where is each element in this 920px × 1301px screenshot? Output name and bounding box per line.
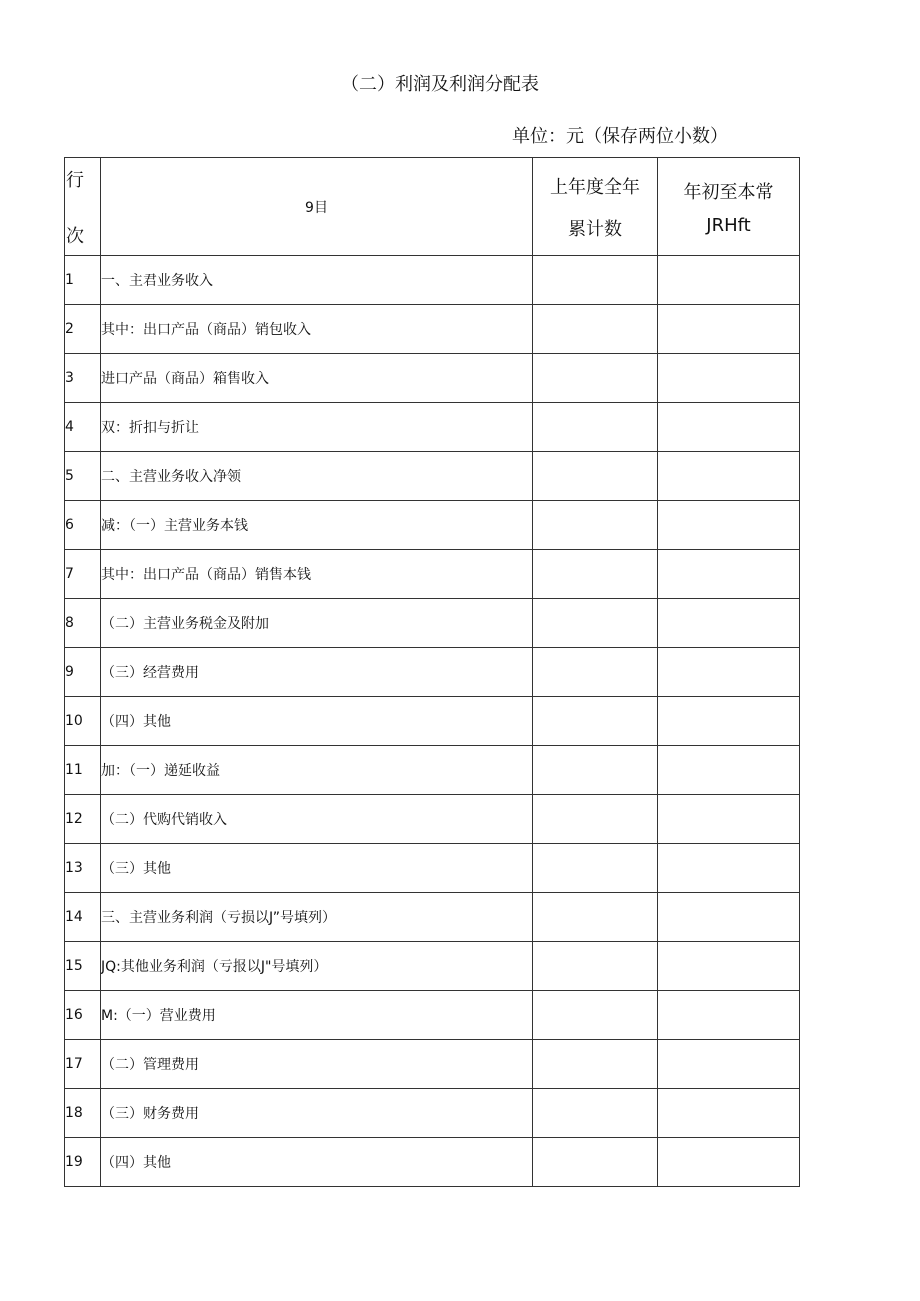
previous-year-cell[interactable]: [533, 991, 658, 1040]
table-row: [65, 942, 800, 991]
row-number: 14: [65, 893, 101, 942]
current-period-cell[interactable]: [658, 354, 800, 403]
previous-year-cell[interactable]: [533, 1040, 658, 1089]
current-period-cell[interactable]: [658, 501, 800, 550]
header-previous-year-line2: 累计数: [568, 218, 622, 240]
header-previous-year: [533, 158, 658, 256]
row-item: （四）其他: [101, 1138, 533, 1187]
row-item: 三、主营业务利润（亏损以J”号填列）: [101, 893, 533, 942]
row-number: 17: [65, 1040, 101, 1089]
previous-year-cell[interactable]: [533, 550, 658, 599]
table-row: [65, 697, 800, 746]
current-period-cell[interactable]: [658, 697, 800, 746]
table-row: [65, 599, 800, 648]
row-item: （四）其他: [101, 697, 533, 746]
current-period-cell[interactable]: [658, 256, 800, 305]
table-row: [65, 893, 800, 942]
row-number: 5: [65, 452, 101, 501]
current-period-cell[interactable]: [658, 942, 800, 991]
row-number: 11: [65, 746, 101, 795]
row-number: 7: [65, 550, 101, 599]
row-item: 进口产品（商品）箱售收入: [101, 354, 533, 403]
unit-note: 单位：元（保存两位小数）: [512, 126, 728, 147]
previous-year-cell[interactable]: [533, 501, 658, 550]
profit-distribution-table: [64, 157, 800, 1187]
row-item: 二、主营业务收入净领: [101, 452, 533, 501]
row-number: 19: [65, 1138, 101, 1187]
current-period-cell[interactable]: [658, 991, 800, 1040]
row-item: JQ:其他业务利润（亏报以J"号填列）: [101, 942, 533, 991]
header-item: 9目: [101, 158, 533, 256]
header-row-number: [65, 158, 101, 256]
row-item: 其中：出口产品（商品）销售本钱: [101, 550, 533, 599]
row-item: 其中：出口产品（商品）销包收入: [101, 305, 533, 354]
table-row: [65, 991, 800, 1040]
current-period-cell[interactable]: [658, 550, 800, 599]
row-number: 9: [65, 648, 101, 697]
current-period-cell[interactable]: [658, 648, 800, 697]
current-period-cell[interactable]: [658, 795, 800, 844]
row-number: 13: [65, 844, 101, 893]
header-current-period-line2: JRHft: [706, 214, 751, 236]
table-row: [65, 746, 800, 795]
previous-year-cell[interactable]: [533, 1089, 658, 1138]
current-period-cell[interactable]: [658, 1089, 800, 1138]
table-row: [65, 403, 800, 452]
table-row: [65, 354, 800, 403]
table-row: [65, 1089, 800, 1138]
row-number: 15: [65, 942, 101, 991]
current-period-cell[interactable]: [658, 746, 800, 795]
previous-year-cell[interactable]: [533, 256, 658, 305]
previous-year-cell[interactable]: [533, 599, 658, 648]
row-item: 双：折扣与折让: [101, 403, 533, 452]
row-number: 18: [65, 1089, 101, 1138]
current-period-cell[interactable]: [658, 1040, 800, 1089]
row-number: 2: [65, 305, 101, 354]
row-item: （二）主营业务税金及附加: [101, 599, 533, 648]
row-number: 6: [65, 501, 101, 550]
row-item: M:（一）营业费用: [101, 991, 533, 1040]
table-row: [65, 648, 800, 697]
table-row: [65, 550, 800, 599]
table-header-row: [65, 158, 800, 256]
current-period-cell[interactable]: [658, 452, 800, 501]
row-number: 4: [65, 403, 101, 452]
table-row: [65, 452, 800, 501]
header-row-number-line2: 次: [66, 225, 84, 247]
table-row: [65, 795, 800, 844]
header-current-period-line1: 年初至本常: [683, 181, 774, 203]
row-item: 加：（一）递延收益: [101, 746, 533, 795]
row-item: 减：（一）主营业务本钱: [101, 501, 533, 550]
header-row-number-line1: 行: [66, 169, 84, 191]
row-number: 10: [65, 697, 101, 746]
row-item: （三）其他: [101, 844, 533, 893]
row-item: （三）财务费用: [101, 1089, 533, 1138]
previous-year-cell[interactable]: [533, 403, 658, 452]
current-period-cell[interactable]: [658, 305, 800, 354]
previous-year-cell[interactable]: [533, 844, 658, 893]
header-previous-year-line1: 上年度全年: [550, 176, 640, 198]
previous-year-cell[interactable]: [533, 354, 658, 403]
header-current-period: [658, 158, 800, 256]
previous-year-cell[interactable]: [533, 942, 658, 991]
previous-year-cell[interactable]: [533, 697, 658, 746]
previous-year-cell[interactable]: [533, 893, 658, 942]
previous-year-cell[interactable]: [533, 746, 658, 795]
current-period-cell[interactable]: [658, 893, 800, 942]
page-title: （二）利润及利润分配表: [341, 74, 539, 95]
previous-year-cell[interactable]: [533, 1138, 658, 1187]
current-period-cell[interactable]: [658, 599, 800, 648]
table-row: [65, 501, 800, 550]
row-item: 一、主君业务收入: [101, 256, 533, 305]
previous-year-cell[interactable]: [533, 795, 658, 844]
current-period-cell[interactable]: [658, 1138, 800, 1187]
current-period-cell[interactable]: [658, 844, 800, 893]
row-item: （二）代购代销收入: [101, 795, 533, 844]
row-number: 3: [65, 354, 101, 403]
table-row: [65, 256, 800, 305]
current-period-cell[interactable]: [658, 403, 800, 452]
row-number: 12: [65, 795, 101, 844]
table-row: [65, 844, 800, 893]
table-row: [65, 1040, 800, 1089]
row-item: （二）管理费用: [101, 1040, 533, 1089]
previous-year-cell[interactable]: [533, 452, 658, 501]
previous-year-cell[interactable]: [533, 648, 658, 697]
row-item: （三）经营费用: [101, 648, 533, 697]
table-row: [65, 1138, 800, 1187]
previous-year-cell[interactable]: [533, 305, 658, 354]
row-number: 8: [65, 599, 101, 648]
row-number: 1: [65, 256, 101, 305]
table-row: [65, 305, 800, 354]
row-number: 16: [65, 991, 101, 1040]
